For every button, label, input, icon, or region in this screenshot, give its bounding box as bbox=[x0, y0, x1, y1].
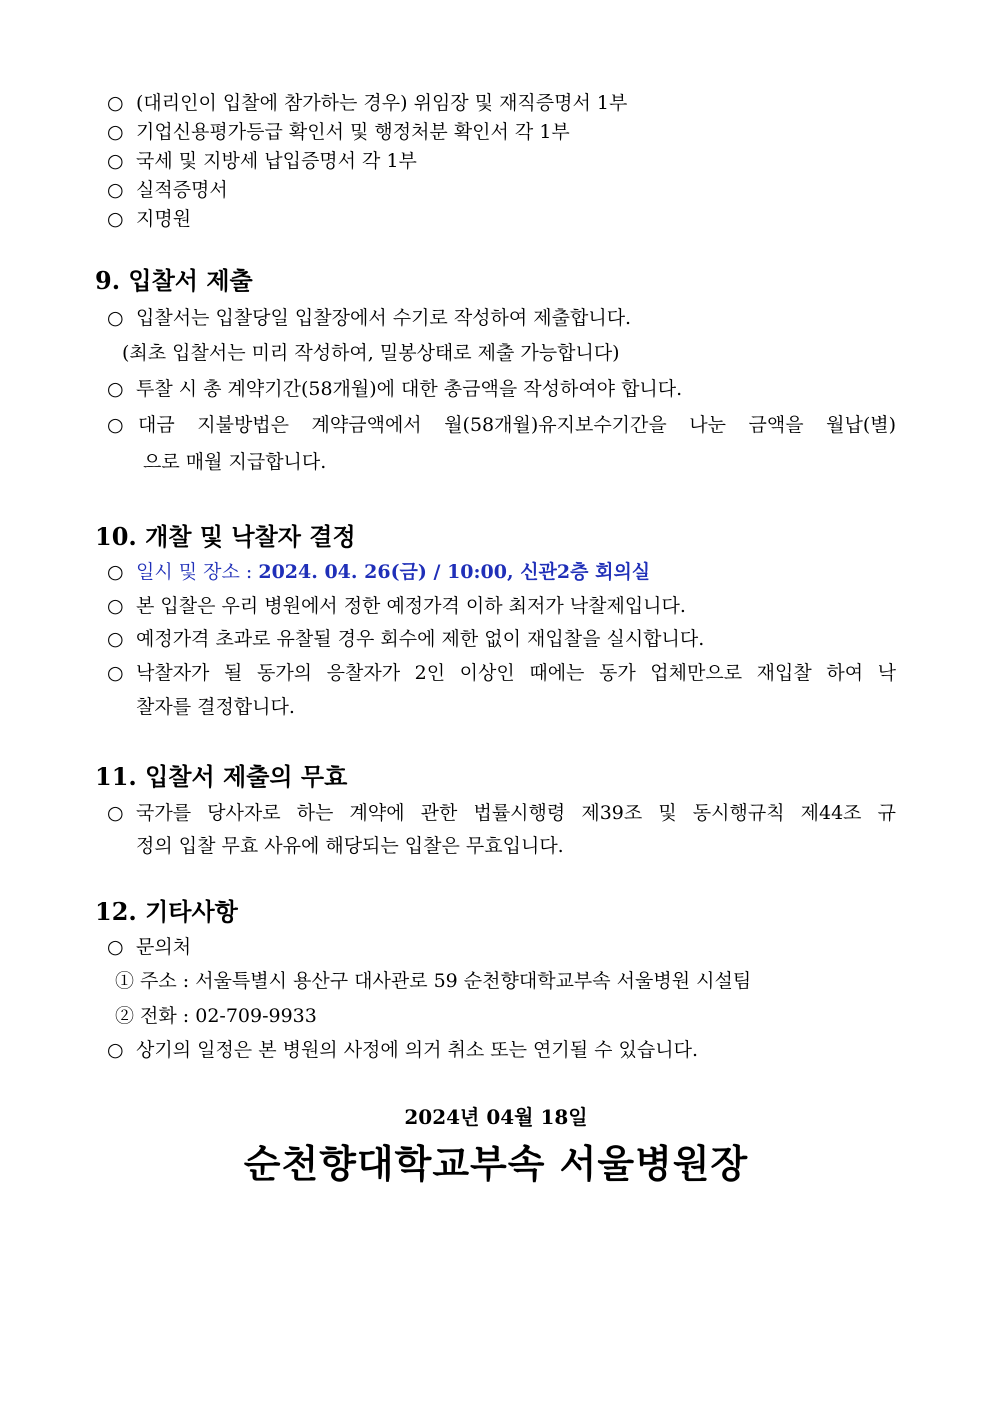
document-page: ○ (대리인이 입찰에 참가하는 경우) 위임장 및 재직증명서 1부 ○ 기업신용평가등급 확인서 및 행정처분 확인서 각 1부 ○ 국세 및 지방세 납입증명서 각 1부 ○ 실적증명서 ○ 지명원 9. 입찰서 제출 ○ 입찰서는 입찰당일 입찰장에서 수기로 작성하여 제출합니다. (최초 입찰서는 미리 작성하여, 밀봉상태로 제출 가능합니다) ○ 투찰 시 총 계약기간(58개월)에 대한 총금액을 작성하여야 합니다. ○ 대금 지불방법은 계약금액에서 월(58개월)유지보수기간을 나눈 금액을 월납(별) 으로 매월 지급합니다. 10. 개찰 및 낙찰자 결정 ○ 일시 및 장소 : 2024. 04. 26(금) / 10:00, 신관2층 회의실 ○ 본 입찰은 우리 병원에서 정한 예정가격 이하 최저가 낙찰제입니다. ○ 예정가격 초과로 유찰될 경우 회수에 제한 없이 재입찰을 실시합니다. ○ 낙찰자가 될 동가의 응찰자가 2인 이상인 때에는 동가 업체만으로 재입찰 하여 낙 찰자를 결정합니다. 11. 입찰서 제출의 무효 ○ 국가를 당사자로 하는 계약에 관한 법률시행령 제39조 및 동시행규칙 제44조 규 정의 입찰 무효 사유에 해당되는 입찰은 무효입니다. 12. 기타사항 ○ 문의처 ① 주소 : 서울특별시 용산구 대사관로 59 순천향대학교부속 서울병원 시설팀 ② 전화 : 02-709-9933 ○ 상기의 일정은 본 병원의 사정에 의거 취소 또는 연기될 수 있습니다. 2024년 04월 18일 순천향대학교부속 서울병원장 bbox=[0, 0, 992, 1403]
bullet: ○ bbox=[107, 802, 124, 824]
bullet: ○ bbox=[107, 307, 124, 329]
section-heading-bid-opening: 10. 개찰 및 낙찰자 결정 bbox=[95, 522, 356, 551]
contact-address: ① 주소 : 서울특별시 용산구 대사관로 59 순천향대학교부속 서울병원 시설팀 bbox=[115, 970, 752, 992]
list-item-continuation: 정의 입찰 무효 사유에 해당되는 입찰은 무효입니다. bbox=[136, 835, 564, 857]
bullet: ○ bbox=[107, 92, 124, 114]
document-date: 2024년 04월 18일 bbox=[404, 1105, 588, 1129]
bullet: ○ bbox=[107, 1039, 124, 1061]
bullet: ○ bbox=[107, 378, 124, 400]
schedule-value: 2024. 04. 26(금) / 10:00, 신관2층 회의실 bbox=[258, 561, 651, 583]
section-heading-bid-submission: 9. 입찰서 제출 bbox=[95, 266, 253, 295]
list-item-continuation: 으로 매월 지급합니다. bbox=[143, 451, 327, 473]
section-heading-misc: 12. 기타사항 bbox=[95, 897, 238, 926]
bullet: ○ bbox=[107, 662, 124, 684]
bullet: ○ bbox=[107, 414, 124, 436]
bullet: ○ bbox=[107, 936, 124, 958]
issuer-signature: 순천향대학교부속 서울병원장 bbox=[243, 1141, 749, 1186]
bullet: ○ bbox=[107, 121, 124, 143]
note-text: (최초 입찰서는 미리 작성하여, 밀봉상태로 제출 가능합니다) bbox=[122, 342, 620, 364]
contact-phone: ② 전화 : 02-709-9933 bbox=[115, 1005, 317, 1027]
list-item-continuation: 찰자를 결정합니다. bbox=[136, 696, 295, 718]
bullet: ○ bbox=[107, 208, 124, 230]
bullet: ○ bbox=[107, 179, 124, 201]
bullet: ○ bbox=[107, 150, 124, 172]
section-heading-invalid-bid: 11. 입찰서 제출의 무효 bbox=[95, 762, 348, 791]
schedule-label: 일시 및 장소 : bbox=[136, 561, 259, 583]
bullet: ○ bbox=[107, 628, 124, 650]
bullet: ○ bbox=[107, 561, 124, 583]
bullet: ○ bbox=[107, 595, 124, 617]
